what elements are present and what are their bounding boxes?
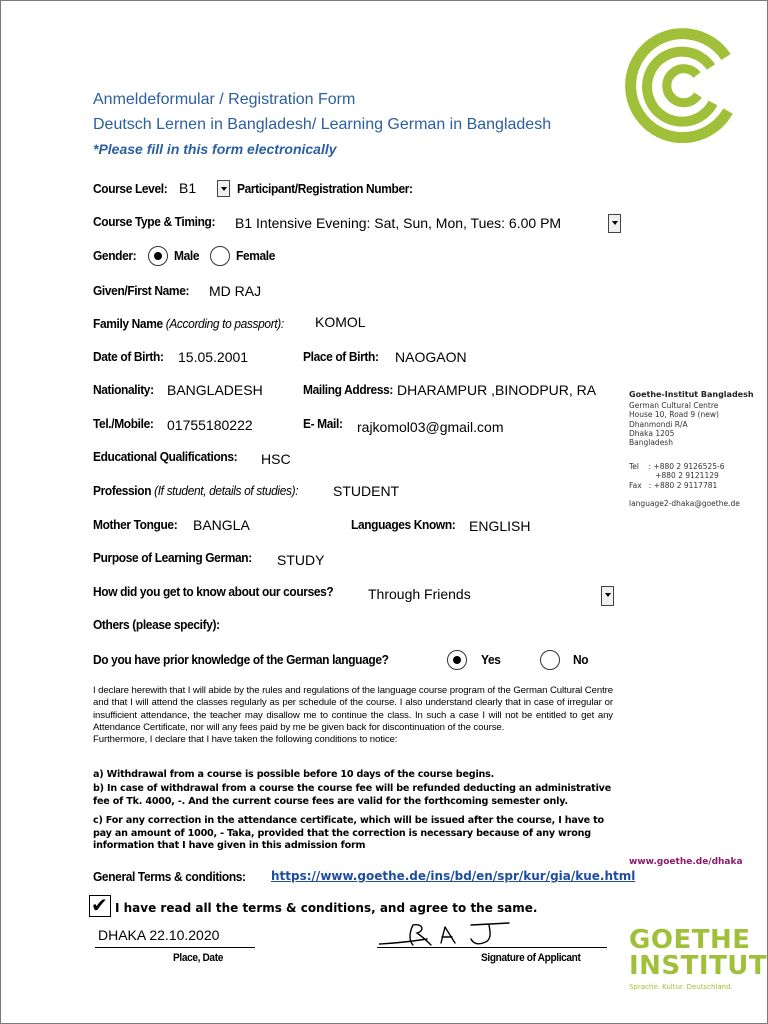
dob-field[interactable]: 15.05.2001	[178, 349, 249, 365]
gender-male-radio[interactable]	[148, 246, 168, 266]
website-link[interactable]: www.goethe.de/dhaka	[629, 857, 743, 867]
gender-male-label: Male	[174, 248, 200, 263]
address-line: Dhanmondi R/A	[629, 419, 688, 429]
prior-yes-radio[interactable]	[447, 650, 467, 670]
terms-link[interactable]: https://www.goethe.de/ins/bd/en/spr/kur/gia/kue.html	[271, 869, 636, 883]
prior-no-radio[interactable]	[540, 650, 560, 670]
mailing-address-field[interactable]: DHARAMPUR ,BINODPUR, RA	[397, 382, 597, 398]
prior-no-label: No	[573, 652, 589, 667]
tel-field[interactable]: 01755180222	[167, 417, 253, 433]
form-note: *Please fill in this form electronically	[93, 141, 337, 157]
purpose-field[interactable]: STUDY	[277, 552, 325, 568]
others-label: Others (please specify):	[93, 617, 220, 632]
email-label: E- Mail:	[303, 416, 343, 431]
pob-field[interactable]: NAOGAON	[395, 349, 467, 365]
profession-field[interactable]: STUDENT	[333, 483, 400, 499]
org-fax: Fax : +880 2 9117781	[629, 480, 718, 490]
org-tel-2: +880 2 9121129	[629, 471, 719, 481]
family-name-field[interactable]: KOMOL	[315, 314, 366, 330]
nationality-label: Nationality:	[93, 382, 154, 397]
how-know-label: How did you get to know about our courses?	[93, 584, 334, 599]
terms-label: General Terms & conditions:	[93, 869, 246, 884]
mother-tongue-field[interactable]: BANGLA	[193, 517, 250, 533]
condition-c: c) For any correction in the attendance certificate, which will be issued after the course, I have to pay an amount of 1000, - Taka, provided that the correction is necessary because of any wrong information that I have given in this admission form	[93, 815, 604, 852]
tel-label: Tel./Mobile:	[93, 416, 154, 431]
languages-known-field[interactable]: ENGLISH	[469, 518, 531, 534]
org-name: Goethe-Institut Bangladesh	[629, 390, 754, 399]
mother-tongue-label: Mother Tongue:	[93, 517, 178, 532]
how-know-select[interactable]: Through Friends	[368, 586, 471, 602]
condition-a: a) Withdrawal from a course is possible before 10 days of the course begins.	[93, 769, 495, 780]
goethe-logo-text: GOETHE	[629, 925, 751, 955]
prior-knowledge-label: Do you have prior knowledge of the German language?	[93, 652, 389, 667]
family-name-label: Family Name (According to passport):	[93, 316, 284, 331]
declaration-conditions-intro: Furthermore, I declare that I have taken the following conditions to notice:	[93, 734, 398, 746]
agree-text: I have read all the terms & conditions, and agree to the same.	[115, 901, 538, 915]
course-level-dropdown-icon[interactable]	[217, 180, 230, 197]
place-date-line	[95, 947, 255, 948]
signature-label: Signature of Applicant	[481, 952, 581, 964]
agree-checkbox[interactable]	[89, 895, 111, 917]
institut-logo-text: INSTITUT	[629, 951, 768, 981]
how-know-dropdown-icon[interactable]	[601, 586, 614, 606]
address-line: German Cultural Centre	[629, 401, 719, 410]
address-line: House 10, Road 9 (new)	[629, 410, 719, 420]
place-date-field[interactable]: DHAKA 22.10.2020	[98, 927, 220, 943]
place-date-label: Place, Date	[173, 952, 223, 964]
course-type-select[interactable]: B1 Intensive Evening: Sat, Sun, Mon, Tues: 6.00 PM	[235, 215, 562, 231]
nationality-field[interactable]: BANGLADESH	[167, 382, 263, 398]
course-level-label: Course Level:	[93, 181, 168, 196]
form-title: Anmeldeformular / Registration Form	[93, 91, 356, 108]
org-address	[629, 401, 719, 447]
profession-label: Profession (If student, details of studies):	[93, 483, 299, 498]
education-field[interactable]: HSC	[261, 451, 291, 467]
pob-label: Place of Birth:	[303, 349, 379, 364]
course-level-select[interactable]: B1	[179, 180, 197, 196]
first-name-label: Given/First Name:	[93, 283, 190, 298]
participant-number-label: Participant/Registration Number:	[237, 181, 413, 196]
course-type-dropdown-icon[interactable]	[608, 214, 621, 233]
org-tel: Tel : +880 2 9126525-6	[629, 462, 725, 471]
org-contact	[629, 462, 724, 490]
gender-label: Gender:	[93, 248, 137, 263]
languages-known-label: Languages Known:	[351, 517, 456, 532]
tagline: Sprache. Kultur. Deutschland.	[629, 983, 733, 991]
signature-line	[377, 947, 607, 948]
condition-b: b) In case of withdrawal from a course the course fee will be refunded deducting an administrative fee of Tk. 4000, -. And the current course fees are valid for the forthcoming semester only.	[93, 783, 612, 807]
gender-female-radio[interactable]	[210, 246, 230, 266]
prior-yes-label: Yes	[481, 652, 501, 667]
dob-label: Date of Birth:	[93, 349, 164, 364]
gender-female-label: Female	[236, 248, 276, 263]
course-type-label: Course Type & Timing:	[93, 214, 216, 229]
mailing-address-label: Mailing Address:	[303, 382, 394, 397]
form-subtitle: Deutsch Lernen in Bangladesh/ Learning German in Bangladesh	[93, 116, 552, 133]
declaration-text	[93, 685, 613, 746]
declaration-paragraph: I declare herewith that I will abide by the rules and regulations of the language course program of the German Cultural Centre and that I will attend the classes regularly as per schedule of the course. I also understand clearly that in case of irregular or insufficient attendance, the teacher may disallow me to continue the class. In such a case I will not be entitled to get any Attendance Certificate, nor will any fees paid by me be given back for discontinuation of the course.	[93, 685, 613, 733]
purpose-label: Purpose of Learning German:	[93, 550, 252, 565]
address-line: Dhaka 1205	[629, 428, 675, 438]
education-label: Educational Qualifications:	[93, 449, 238, 464]
email-field[interactable]: rajkomol03@gmail.com	[357, 419, 504, 435]
first-name-field[interactable]: MD RAJ	[209, 283, 262, 299]
address-line: Bangladesh	[629, 438, 673, 448]
checkmark-icon: ✔	[91, 893, 108, 917]
goethe-logo-icon	[623, 25, 741, 143]
org-email: language2-dhaka@goethe.de	[629, 499, 740, 508]
